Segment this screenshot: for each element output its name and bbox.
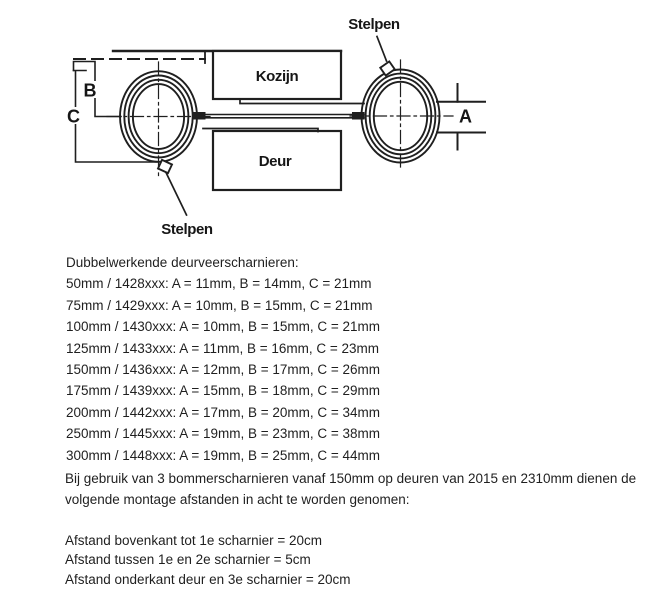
dim-c-label: C	[67, 106, 80, 127]
left-stelpen-pin	[158, 160, 172, 173]
stelpen-top-label: Stelpen	[348, 16, 400, 33]
mounting-distance-between: Afstand tussen 1e en 2e scharnier = 5cm	[65, 552, 311, 568]
usage-note-line-1: Bij gebruik van 3 bommerscharnieren vanaf 150mm op deuren van 2015 en 2310mm dienen de	[65, 471, 637, 486]
stelpen-bottom-label: Stelpen	[161, 221, 213, 238]
specs-heading: Dubbelwerkende deurveerscharnieren:	[66, 255, 299, 270]
spec-row-125mm: 125mm / 1433xxx: A = 11mm, B = 16mm, C = 23mm	[66, 340, 379, 356]
right-stelpen-pin	[380, 61, 394, 75]
dim-b-label: B	[83, 80, 97, 101]
spec-row-75mm: 75mm / 1429xxx: A = 10mm, B = 15mm, C = 21mm	[66, 297, 373, 313]
right-blade-anchor-pad	[352, 112, 365, 120]
stelpen-bottom-leader-line	[166, 173, 187, 216]
left-blade-anchor-pad	[193, 112, 206, 120]
usage-note-line-2: volgende montage afstanden in acht te worden genomen:	[65, 491, 410, 507]
mounting-distances	[65, 531, 351, 589]
spec-row-200mm: 200mm / 1442xxx: A = 17mm, B = 20mm, C = 34mm	[66, 404, 381, 420]
stelpen-top-leader-line	[377, 37, 387, 62]
spec-row-150mm: 150mm / 1436xxx: A = 12mm, B = 17mm, C = 26mm	[66, 362, 381, 378]
dim-a-label: A	[459, 106, 472, 127]
spec-row-175mm: 175mm / 1439xxx: A = 15mm, B = 18mm, C = 29mm	[66, 383, 381, 399]
door-box-label: Deur	[258, 153, 292, 170]
spec-row-50mm: 50mm / 1428xxx: A = 11mm, B = 14mm, C = 21mm	[66, 276, 372, 292]
frame-box-label: Kozijn	[255, 68, 299, 85]
mounting-distance-top: Afstand bovenkant tot 1e scharnier = 20cm	[65, 533, 323, 548]
usage-note	[65, 469, 636, 510]
spec-row-100mm: 100mm / 1430xxx: A = 10mm, B = 15mm, C = 21mm	[66, 319, 381, 335]
specs-block	[66, 252, 380, 466]
spec-row-250mm: 250mm / 1445xxx: A = 19mm, B = 23mm, C = 38mm	[66, 426, 381, 442]
hinge-diagram	[0, 0, 650, 246]
spec-row-300mm: 300mm / 1448xxx: A = 19mm, B = 25mm, C = 44mm	[66, 447, 381, 463]
mounting-distance-bottom: Afstand onderkant deur en 3e scharnier = 20cm	[65, 571, 351, 587]
